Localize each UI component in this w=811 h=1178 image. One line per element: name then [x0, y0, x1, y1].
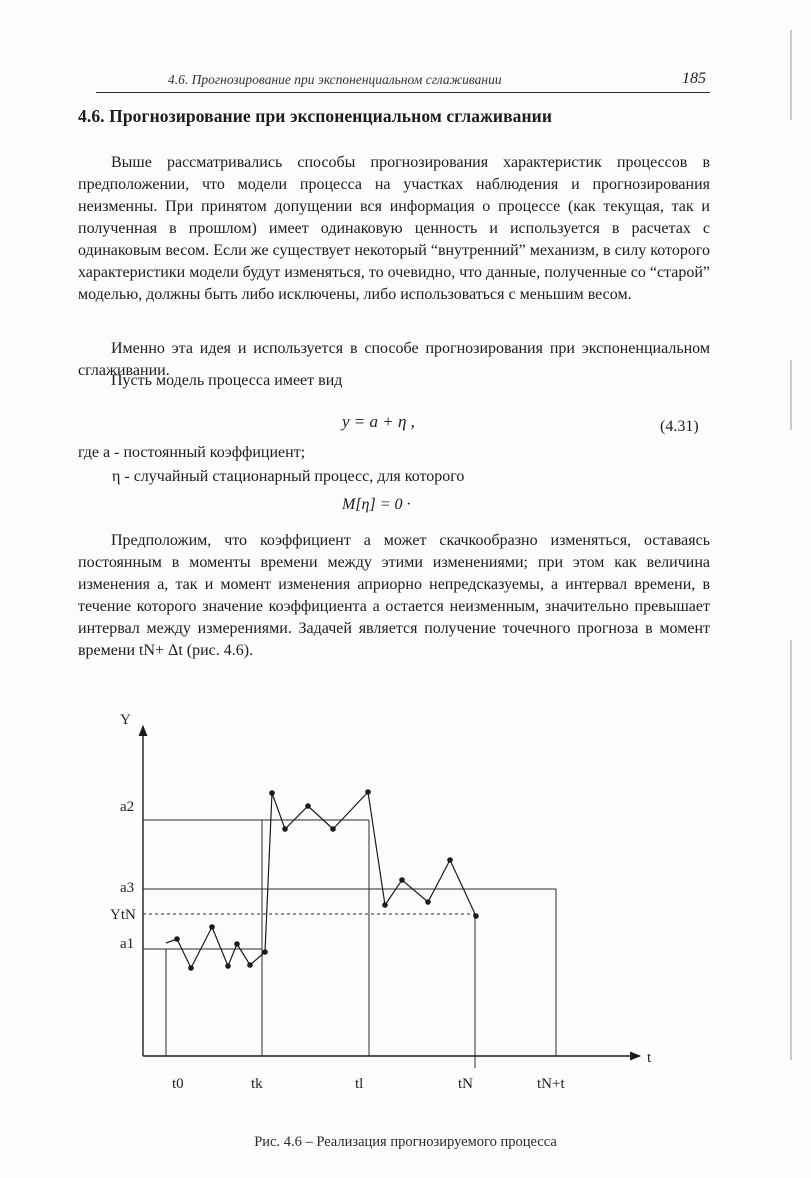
y-tick-label: YtN: [110, 907, 136, 923]
measurement-points: [174, 789, 479, 971]
guide-lines: [143, 820, 556, 1068]
running-header-title: 4.6. Прогнозирование при экспоненциальном сглаживании: [168, 72, 502, 87]
paragraph-text: Выше рассматривались способы прогнозирования характеристик процессов в предположении, что модели процесса на участках наблюдения и прогнозирования неизменны. При принятом допущении вся информация о процессе (как текущая, так и полученная в прошлом) имеет одинаковую ценность и используется в расчетах с одинаковым весом. Если же существует некоторый “внутренний” механизм, в силу которого характеристики модели будут изменяться, то очевидно, что данные, полученные со “старой” моделью, должны быть либо исключены, либо использоваться с меньшим весом.: [78, 154, 710, 303]
page-number: 185: [682, 70, 706, 87]
y-tick-label: a3: [120, 880, 135, 896]
definition-a: где a - постоянный коэффициент;: [78, 444, 306, 461]
equation-number: (4.31): [660, 418, 699, 435]
page-edge-shadow: [790, 360, 792, 430]
definition-eta: η - случайный стационарный процесс, для которого: [112, 468, 465, 485]
y-tick-label: a2: [120, 799, 135, 815]
x-tick-label: tN: [458, 1076, 473, 1092]
paragraph-text: Предположим, что коэффициент a может скачкообразно изменяться, оставаясь постоянным в моменты времени между этими изменениями; при этом как величина изменения a, так и момент изменения априорно непредсказуемы, а интервал времени, в течение которого значение коэффициента a остается неизменным, значительно превышает интервал между измерениями. Задачей является получение точечного прогноза в момент времени tN+ Δt (рис. 4.6).: [78, 532, 710, 659]
y-tick-label: a1: [120, 936, 135, 952]
page-edge-shadow: [790, 30, 792, 120]
page-edge-shadow: [790, 640, 792, 1060]
x-tick-label: tN+t: [537, 1076, 565, 1092]
equation-4-31: y = a + η ,: [342, 412, 415, 431]
paragraph-text: Пусть модель процесса имеет вид: [111, 372, 343, 389]
section-title: 4.6. Прогнозирование при экспоненциальном сглаживании: [78, 106, 553, 126]
equation-expectation: M[η] = 0 ·: [342, 496, 411, 513]
x-axis-label: t: [647, 1050, 652, 1066]
x-tick-label: tl: [355, 1076, 364, 1092]
y-axis-label: Y: [120, 712, 131, 728]
x-tick-label: tk: [251, 1076, 263, 1092]
paragraph-text: Именно эта идея и используется в способе прогнозирования при экспоненциальном сглаживании.: [78, 340, 710, 379]
figure-caption: Рис. 4.6 – Реализация прогнозируемого процесса: [254, 1134, 557, 1150]
process-realization: [166, 792, 476, 968]
x-tick-label: t0: [172, 1076, 184, 1092]
